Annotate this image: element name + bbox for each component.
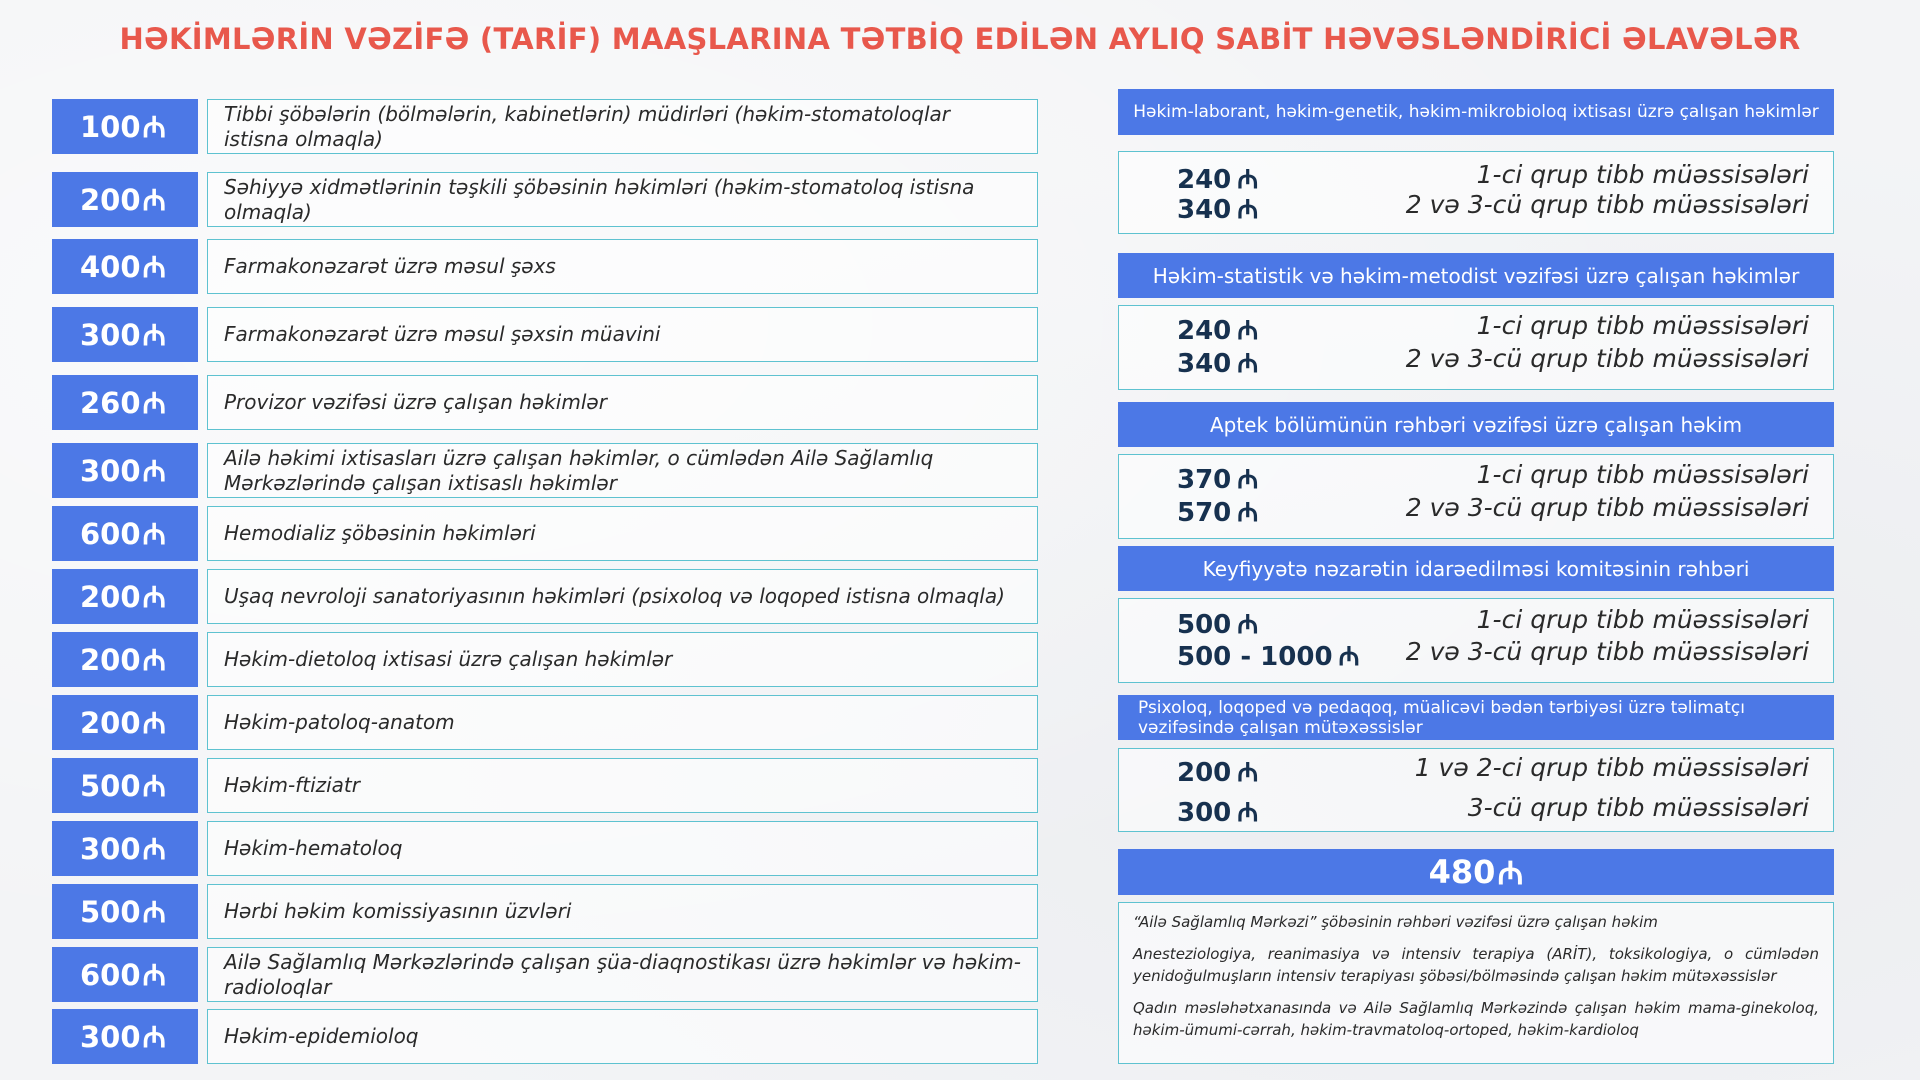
section-row: [1177, 493, 1809, 527]
allowance-amount-value: 600: [79, 957, 141, 992]
manat-icon: ₼: [142, 1020, 167, 1054]
manat-icon: ₼: [1237, 758, 1259, 788]
allowance-amount-value: 300: [79, 1019, 141, 1054]
section-row-label: 1-ci qrup tibb müəssisələri: [1476, 460, 1809, 489]
section-row-amount: [1177, 637, 1360, 673]
allowance-amount: [52, 884, 198, 939]
section-row-label: 2 və 3-cü qrup tibb müəssisələri: [1405, 637, 1809, 666]
allowance-row: [52, 239, 1038, 294]
manat-icon: ₼: [1237, 610, 1259, 640]
allowance-description-text: Farmakonəzarət üzrə məsul şəxs: [224, 254, 556, 278]
section-header-text: Həkim-statistik və həkim-metodist vəzifəsi üzrə çalışan həkimlər: [1152, 263, 1800, 288]
allowance-row: [52, 569, 1038, 624]
manat-icon: ₼: [142, 386, 167, 420]
allowance-description: [207, 99, 1038, 154]
allowance-description-text: Həkim-ftiziatr: [224, 773, 360, 797]
section-row-amount-value: 500 - 1000: [1177, 642, 1333, 672]
allowance-description-text: Farmakonəzarət üzrə məsul şəxsin müavini: [224, 322, 661, 346]
allowance-amount-value: 260: [79, 385, 141, 420]
allowance-description: [207, 632, 1038, 687]
manat-icon: ₼: [1237, 165, 1259, 195]
allowance-description: [207, 375, 1038, 430]
allowance-description: [207, 172, 1038, 227]
section-row: [1177, 190, 1809, 224]
section-box: [1118, 598, 1834, 683]
section-row-amount-value: 500: [1177, 610, 1232, 640]
manat-icon: ₼: [142, 958, 167, 992]
allowance-amount-value: 200: [79, 642, 141, 677]
manat-icon: ₼: [142, 643, 167, 677]
section-row-label: 3-cü qrup tibb müəssisələri: [1467, 793, 1809, 822]
section-row-amount-value: 240: [1177, 165, 1232, 195]
allowance-amount: [52, 443, 198, 498]
section-row-amount: [1177, 493, 1258, 529]
manat-icon: ₼: [142, 769, 167, 803]
allowance-amount: [52, 375, 198, 430]
allowance-description-text: Uşaq nevroloji sanatoriyasının həkimləri (psixoloq və loqoped istisna olmaqla): [224, 584, 1005, 608]
section-header: [1118, 253, 1834, 298]
allowance-row: [52, 1009, 1038, 1064]
section-row: [1177, 344, 1809, 378]
allowance-amount: [52, 947, 198, 1002]
allowance-row: [52, 884, 1038, 939]
allowance-description-text: Səhiyyə xidmətlərinin təşkili şöbəsinin həkimləri (həkim-stomatoloq istisna olmaqla): [224, 174, 975, 224]
allowance-amount: [52, 172, 198, 227]
section-header-text: Həkim-laborant, həkim-genetik, həkim-mikrobioloq ixtisası üzrə çalışan həkimlər: [1133, 102, 1819, 122]
section-row-amount-value: 570: [1177, 498, 1232, 528]
allowance-amount: [52, 239, 198, 294]
allowance-description-text: Həkim-hematoloq: [224, 836, 403, 860]
manat-icon: ₼: [142, 580, 167, 614]
manat-icon: ₼: [142, 517, 167, 551]
manat-icon: ₼: [1338, 642, 1360, 672]
section-row-amount: [1177, 344, 1258, 380]
manat-icon: ₼: [142, 318, 167, 352]
allowance-description: [207, 307, 1038, 362]
section-header-text: Psixoloq, loqoped və pedaqoq, müalicəvi bədən tərbiyəsi üzrə təlimatçı vəzifəsində çalışan mütəxəssislər: [1138, 697, 1745, 738]
section-row: [1177, 605, 1809, 639]
manat-icon: ₼: [142, 454, 167, 488]
manat-icon: ₼: [142, 250, 167, 284]
allowance-amount-value: 600: [79, 516, 141, 551]
manat-icon: ₼: [1237, 195, 1259, 225]
allowance-amount-value: 100: [79, 109, 141, 144]
section-row: [1177, 460, 1809, 494]
section-header-text: Aptek bölümünün rəhbəri vəzifəsi üzrə çalışan həkim: [1209, 412, 1743, 437]
allowance-amount-value: 200: [79, 579, 141, 614]
section-box: [1118, 748, 1834, 832]
allowance-description: [207, 884, 1038, 939]
manat-icon: ₼: [1237, 316, 1259, 346]
allowance-row: [52, 632, 1038, 687]
section-row-amount: [1177, 311, 1258, 347]
section-row: [1177, 311, 1809, 345]
manat-icon: ₼: [142, 895, 167, 929]
section-box: [1118, 151, 1834, 234]
section-header-text: Keyfiyyətə nəzarətin idarəedilməsi komitəsinin rəhbəri: [1202, 556, 1750, 581]
allowance-amount: [52, 632, 198, 687]
allowance-amount-value: 300: [79, 453, 141, 488]
section-row-amount-value: 340: [1177, 349, 1232, 379]
bottom-note: Anesteziologiya, reanimasiya və intensiv terapiya (ARİT), toksikologiya, o cümlədən yenidoğulmuşların intensiv terapiyası şöbəsi/bölməsində çalışan həkim mütəxəssislər: [1133, 945, 1819, 985]
manat-icon: ₼: [142, 832, 167, 866]
allowance-description-text: Provizor vəzifəsi üzrə çalışan həkimlər: [224, 390, 607, 414]
allowance-amount: [52, 569, 198, 624]
allowance-row: [52, 821, 1038, 876]
allowance-amount-value: 300: [79, 317, 141, 352]
allowance-row: [52, 758, 1038, 813]
manat-icon: ₼: [1237, 349, 1259, 379]
allowance-row: [52, 307, 1038, 362]
section-box: [1118, 454, 1834, 539]
allowance-description-text: Hemodializ şöbəsinin həkimləri: [224, 521, 536, 545]
allowance-amount: [52, 758, 198, 813]
section-row: [1177, 753, 1809, 787]
allowance-row: [52, 506, 1038, 561]
allowance-amount: [52, 307, 198, 362]
page-title: HƏKİMLƏRİN VƏZİFƏ (TARİF) MAAŞLARINA TƏTBİQ EDİLƏN AYLIQ SABİT HƏVƏSLƏNDİRİCİ ƏLAVƏLƏR: [119, 22, 1801, 56]
manat-icon: ₼: [1237, 798, 1259, 828]
allowance-description-text: Həkim-patoloq-anatom: [224, 710, 455, 734]
section-row: [1177, 793, 1809, 827]
allowance-description: [207, 569, 1038, 624]
manat-icon: ₼: [1497, 853, 1524, 892]
allowance-row: [52, 99, 1038, 154]
allowance-description: [207, 443, 1038, 498]
section-row-amount: [1177, 793, 1258, 829]
bottom-amount: 480: [1428, 853, 1496, 891]
allowance-row: [52, 375, 1038, 430]
manat-icon: ₼: [1237, 465, 1259, 495]
allowance-amount: [52, 821, 198, 876]
allowance-description-text: Ailə Sağlamlıq Mərkəzlərində çalışan şüa-diaqnostikası üzrə həkimlər və həkim-radioloqlar: [224, 949, 1021, 999]
manat-icon: ₼: [142, 183, 167, 217]
allowance-amount: [52, 506, 198, 561]
allowance-amount: [52, 695, 198, 750]
bottom-amount-banner: [1118, 849, 1834, 895]
section-row-amount-value: 200: [1177, 758, 1232, 788]
manat-icon: ₼: [142, 706, 167, 740]
section-row: [1177, 160, 1809, 194]
allowance-amount: [52, 99, 198, 154]
section-row-amount-value: 340: [1177, 195, 1232, 225]
allowance-row: [52, 443, 1038, 498]
bottom-note: “Ailə Sağlamlıq Mərkəzi” şöbəsinin rəhbəri vəzifəsi üzrə çalışan həkim: [1133, 913, 1658, 931]
section-header: [1118, 89, 1834, 135]
section-row-label: 1 və 2-ci qrup tibb müəssisələri: [1414, 753, 1809, 782]
section-row-amount: [1177, 753, 1258, 789]
section-row-label: 1-ci qrup tibb müəssisələri: [1476, 160, 1809, 189]
allowance-description: [207, 758, 1038, 813]
section-header: [1118, 546, 1834, 591]
allowance-amount-value: 200: [79, 182, 141, 217]
allowance-description: [207, 506, 1038, 561]
allowance-description-text: Həkim-epidemioloq: [224, 1024, 419, 1048]
section-row-label: 1-ci qrup tibb müəssisələri: [1476, 311, 1809, 340]
section-row-amount-value: 300: [1177, 798, 1232, 828]
allowance-amount-value: 500: [79, 894, 141, 929]
section-box: [1118, 305, 1834, 390]
allowance-amount: [52, 1009, 198, 1064]
section-row-amount: [1177, 460, 1258, 496]
section-row-label: 2 və 3-cü qrup tibb müəssisələri: [1405, 493, 1809, 522]
allowance-description-text: Hərbi həkim komissiyasının üzvləri: [224, 899, 572, 923]
section-row-label: 2 və 3-cü qrup tibb müəssisələri: [1405, 344, 1809, 373]
manat-icon: ₼: [1237, 498, 1259, 528]
allowance-amount-value: 300: [79, 831, 141, 866]
section-row: [1177, 637, 1809, 671]
allowance-description-text: Ailə həkimi ixtisasları üzrə çalışan həkimlər, o cümlədən Ailə Sağlamlıq Mərkəzlərində çalışan ixtisaslı həkimlər: [224, 445, 934, 495]
allowance-description-text: Həkim-dietoloq ixtisasi üzrə çalışan həkimlər: [224, 647, 673, 671]
allowance-amount-value: 200: [79, 705, 141, 740]
section-row-label: 1-ci qrup tibb müəssisələri: [1476, 605, 1809, 634]
allowance-description: [207, 821, 1038, 876]
allowance-row: [52, 695, 1038, 750]
section-row-amount: [1177, 605, 1258, 641]
allowance-description-text: Tibbi şöbələrin (bölmələrin, kabinetlərin) müdirləri (həkim-stomatoloqlar istisna olmaqla): [224, 101, 950, 151]
section-header: [1118, 402, 1834, 447]
allowance-row: [52, 172, 1038, 227]
section-row-amount: [1177, 190, 1258, 226]
section-header: [1118, 695, 1834, 740]
section-row-amount-value: 240: [1177, 316, 1232, 346]
allowance-description: [207, 695, 1038, 750]
allowance-description: [207, 239, 1038, 294]
bottom-note: Qadın məsləhətxanasında və Ailə Sağlamlıq Mərkəzində çalışan həkim mama-ginekoloq, həkim-ümumi-cərrah, həkim-travmatoloq-ortoped, həkim-kardioloq: [1133, 999, 1819, 1039]
section-row-label: 2 və 3-cü qrup tibb müəssisələri: [1405, 190, 1809, 219]
bottom-notes-box: [1118, 902, 1834, 1064]
allowance-amount-value: 500: [79, 768, 141, 803]
section-row-amount-value: 370: [1177, 465, 1232, 495]
allowance-description: [207, 1009, 1038, 1064]
allowance-row: [52, 947, 1038, 1002]
allowance-description: [207, 947, 1038, 1002]
manat-icon: ₼: [142, 110, 167, 144]
allowance-amount-value: 400: [79, 249, 141, 284]
